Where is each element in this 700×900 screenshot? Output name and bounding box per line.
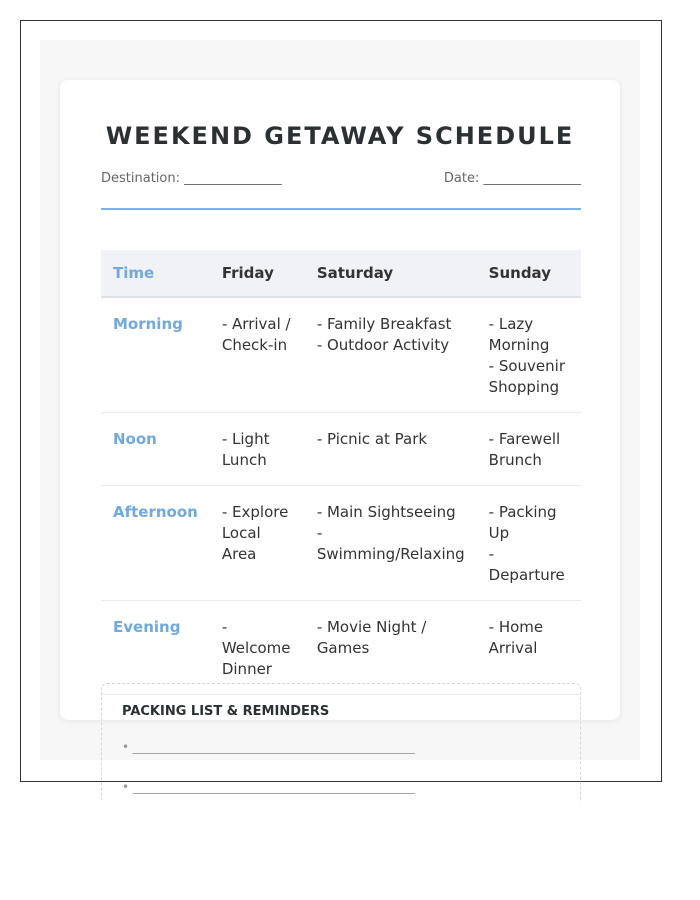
time-slot-label: Evening bbox=[101, 601, 210, 695]
header-time: Time bbox=[101, 250, 210, 297]
destination-field: Destination: _______________ bbox=[101, 171, 282, 186]
friday-cell bbox=[210, 413, 305, 486]
saturday-cell bbox=[305, 486, 477, 601]
sunday-cell bbox=[477, 601, 581, 695]
saturday-cell bbox=[305, 297, 477, 413]
activity-item: - Home Arrival bbox=[488, 618, 544, 657]
friday-cell bbox=[210, 297, 305, 413]
table-row bbox=[101, 297, 581, 413]
activity-item: - Farewell Brunch bbox=[488, 430, 561, 469]
saturday-cell bbox=[305, 413, 477, 486]
activity-item: - Arrival / Check-in bbox=[221, 315, 291, 354]
saturday-cell bbox=[305, 601, 477, 695]
document-title: WEEKEND GETAWAY SCHEDULE bbox=[105, 122, 575, 150]
time-slot-label: Afternoon bbox=[101, 486, 210, 601]
activity-item: - Lazy Morning bbox=[488, 315, 550, 354]
date-field: Date: _______________ bbox=[443, 171, 581, 186]
schedule-body bbox=[101, 297, 581, 695]
sunday-cell bbox=[477, 297, 581, 413]
sunday-cell bbox=[477, 413, 581, 486]
friday-cell bbox=[210, 601, 305, 695]
sunday-cell bbox=[477, 486, 581, 601]
header-divider bbox=[101, 208, 581, 210]
header-sunday: Sunday bbox=[477, 250, 581, 297]
table-row bbox=[101, 486, 581, 601]
friday-cell bbox=[210, 486, 305, 601]
table-header-row bbox=[101, 250, 581, 297]
time-slot-label: Morning bbox=[101, 297, 210, 413]
activity-item: - Outdoor Activity bbox=[316, 336, 450, 354]
activity-item: - Swimming/Relaxing bbox=[316, 524, 465, 563]
activity-item: - Light Lunch bbox=[221, 430, 270, 469]
activity-item: - Welcome Dinner bbox=[221, 618, 291, 678]
packing-list-title: PACKING LIST & REMINDERS bbox=[122, 704, 330, 719]
activity-item: - Departure bbox=[488, 545, 565, 584]
table-row bbox=[101, 413, 581, 486]
activity-item: - Explore Local Area bbox=[221, 503, 289, 563]
activity-item: - Main Sightseeing bbox=[316, 503, 456, 521]
activity-item: - Packing Up bbox=[488, 503, 557, 542]
activity-item: - Family Breakfast bbox=[316, 315, 452, 333]
packing-line: • _______________________________________________ bbox=[122, 740, 415, 754]
header-friday: Friday bbox=[210, 250, 305, 297]
activity-item: - Picnic at Park bbox=[316, 430, 428, 448]
time-slot-label: Noon bbox=[101, 413, 210, 486]
schedule-table bbox=[101, 250, 581, 695]
header-saturday: Saturday bbox=[305, 250, 477, 297]
table-row bbox=[101, 601, 581, 695]
packing-line: • _______________________________________________ bbox=[122, 780, 415, 794]
activity-item: - Movie Night / Games bbox=[316, 618, 427, 657]
activity-item: - Souvenir Shopping bbox=[488, 357, 565, 396]
